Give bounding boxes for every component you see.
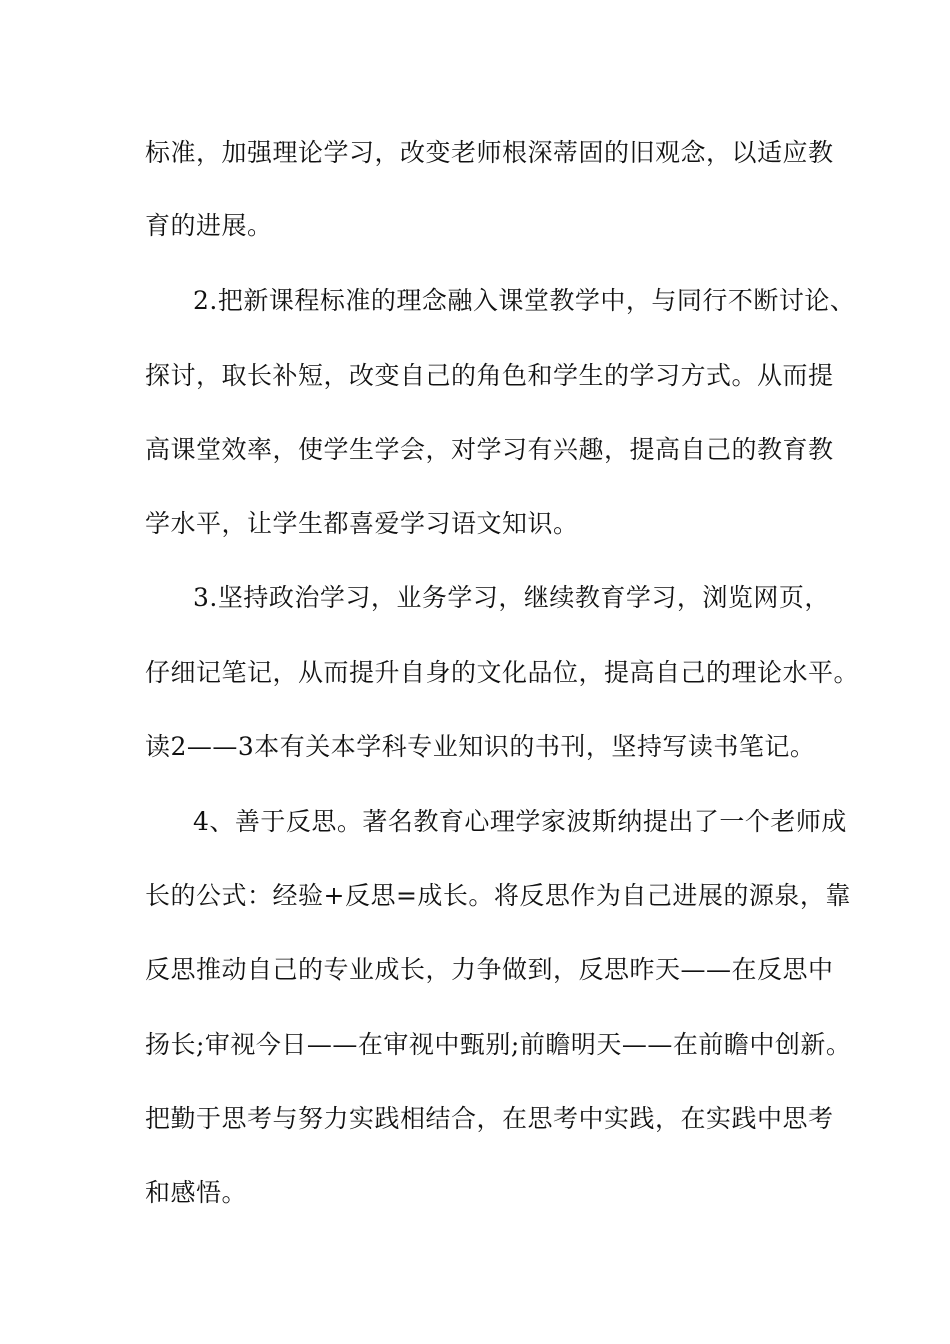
text-line: 仔细记笔记，从而提升自身的文化品位，提高自己的理论水平。 xyxy=(145,658,860,687)
text-line: 读2——3本有关本学科专业知识的书刊，坚持写读书笔记。 xyxy=(145,732,816,761)
text-line: 反思推动自己的专业成长，力争做到，反思昨天——在反思中 xyxy=(145,955,834,984)
paragraph-3-start: 3.坚持政治学习，业务学习，继续教育学习，浏览网页， xyxy=(193,583,830,612)
text-line: 把勤于思考与努力实践相结合，在思考中实践，在实践中思考 xyxy=(145,1104,834,1133)
text-line: 学水平，让学生都喜爱学习语文知识。 xyxy=(145,509,579,538)
text-line: 扬长;审视今日——在审视中甄别;前瞻明天——在前瞻中创新。 xyxy=(145,1030,852,1059)
text-line: 标准，加强理论学习，改变老师根深蒂固的旧观念，以适应教 xyxy=(145,138,834,167)
text-line: 育的进展。 xyxy=(145,211,273,240)
text-line: 探讨，取长补短，改变自己的角色和学生的学习方式。从而提 xyxy=(145,361,834,390)
text-line: 长的公式：经验+反思=成长。将反思作为自己进展的源泉，靠 xyxy=(145,881,851,910)
text-line: 和感悟。 xyxy=(145,1178,248,1207)
paragraph-2-start: 2.把新课程标准的理念融入课堂教学中，与同行不断讨论、 xyxy=(193,286,856,315)
text-line: 高课堂效率，使学生学会，对学习有兴趣，提高自己的教育教 xyxy=(145,435,834,464)
paragraph-4-start: 4、善于反思。著名教育心理学家波斯纳提出了一个老师成 xyxy=(193,807,847,836)
